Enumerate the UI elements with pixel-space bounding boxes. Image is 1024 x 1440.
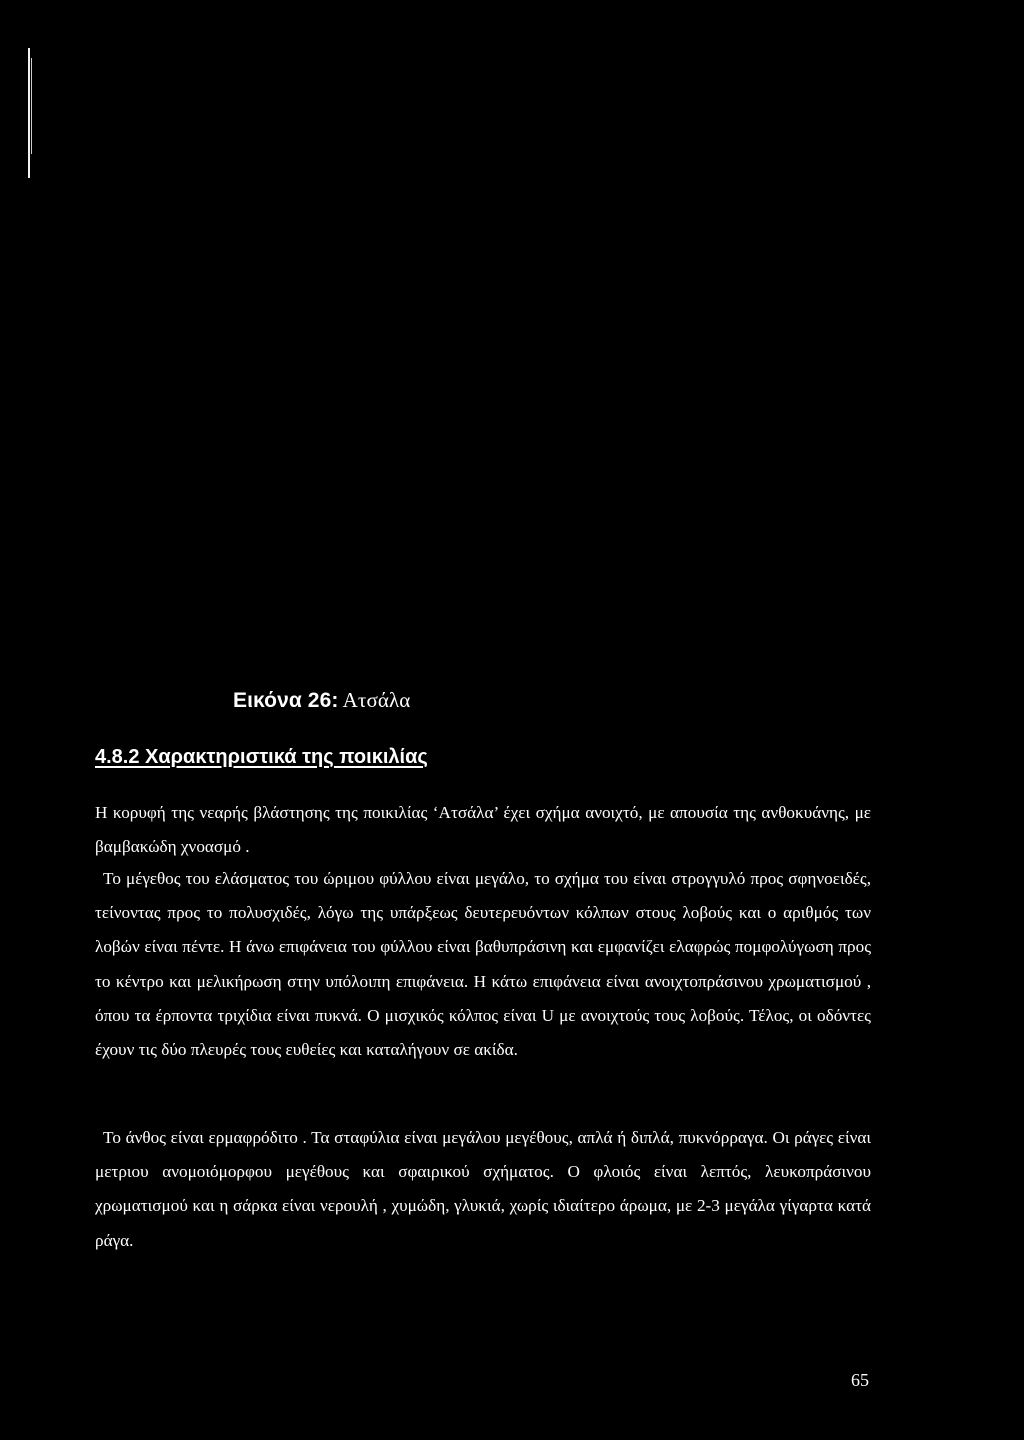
scan-line (28, 48, 30, 178)
section-heading: 4.8.2 Χαρακτηριστικά της ποικιλίας (95, 746, 428, 768)
figure-title: Ατσάλα (342, 688, 411, 712)
paragraph: Το μέγεθος του ελάσματος του ώριμου φύλλου είναι μεγάλο, το σχήμα του είναι στρογγυλό προς σφηνοειδές, τείνοντας προς το πολυσχιδές, λόγω της υπάρξεως δευτερευόντων κόλπων στους λοβούς και ο αριθμός των λοβών είναι πέντε. Η άνω επιφάνεια του φύλλου είναι βαθυπράσινη και εμφανίζει ελαφρώς πομφολύγωση προς το κέντρο και μελικήρωση στην υπόλοιπη επιφάνεια. Η κάτω επιφάνεια είναι ανοιχτοπράσινου χρωματισμού , όπου τα έρποντα τριχίδια είναι πυκνά. Ο μισχικός κόλπος είναι U με ανοιχτούς τους λοβούς. Τέλος, οι οδόντες έχουν τις δύο πλευρές τους ευθείες και καταλήγουν σε ακίδα. (95, 869, 871, 1060)
scan-edge-mark (28, 48, 32, 178)
paragraph: Το άνθος είναι ερμαφρόδιτο . Τα σταφύλια είναι μεγάλου μεγέθους, απλά ή διπλά, πυκνόρραγα. Οι ράγες είναι μετριου ανομοιόμορφου μεγέθους και σφαιρικού σχήματος. Ο φλοιός είναι λεπτός, λευκοπράσινου χρωματισμού και η σάρκα είναι νερουλή , χυμώδη, γλυκιά, χωρίς ιδιαίτερο άρωμα, με 2-3 μεγάλα γίγαρτα κατά ράγα. (95, 1128, 871, 1250)
page-number: 65 (851, 1370, 869, 1390)
figure-label: Εικόνα 26: (233, 689, 339, 712)
paragraph: Η κορυφή της νεαρής βλάστησης της ποικιλίας ‘Ατσάλα’ έχει σχήμα ανοιχτό, με απουσία της ανθοκυάνης, με βαμβακώδη χνοασμό . (95, 803, 871, 857)
figure-caption (233, 688, 410, 713)
scan-line (31, 58, 33, 154)
